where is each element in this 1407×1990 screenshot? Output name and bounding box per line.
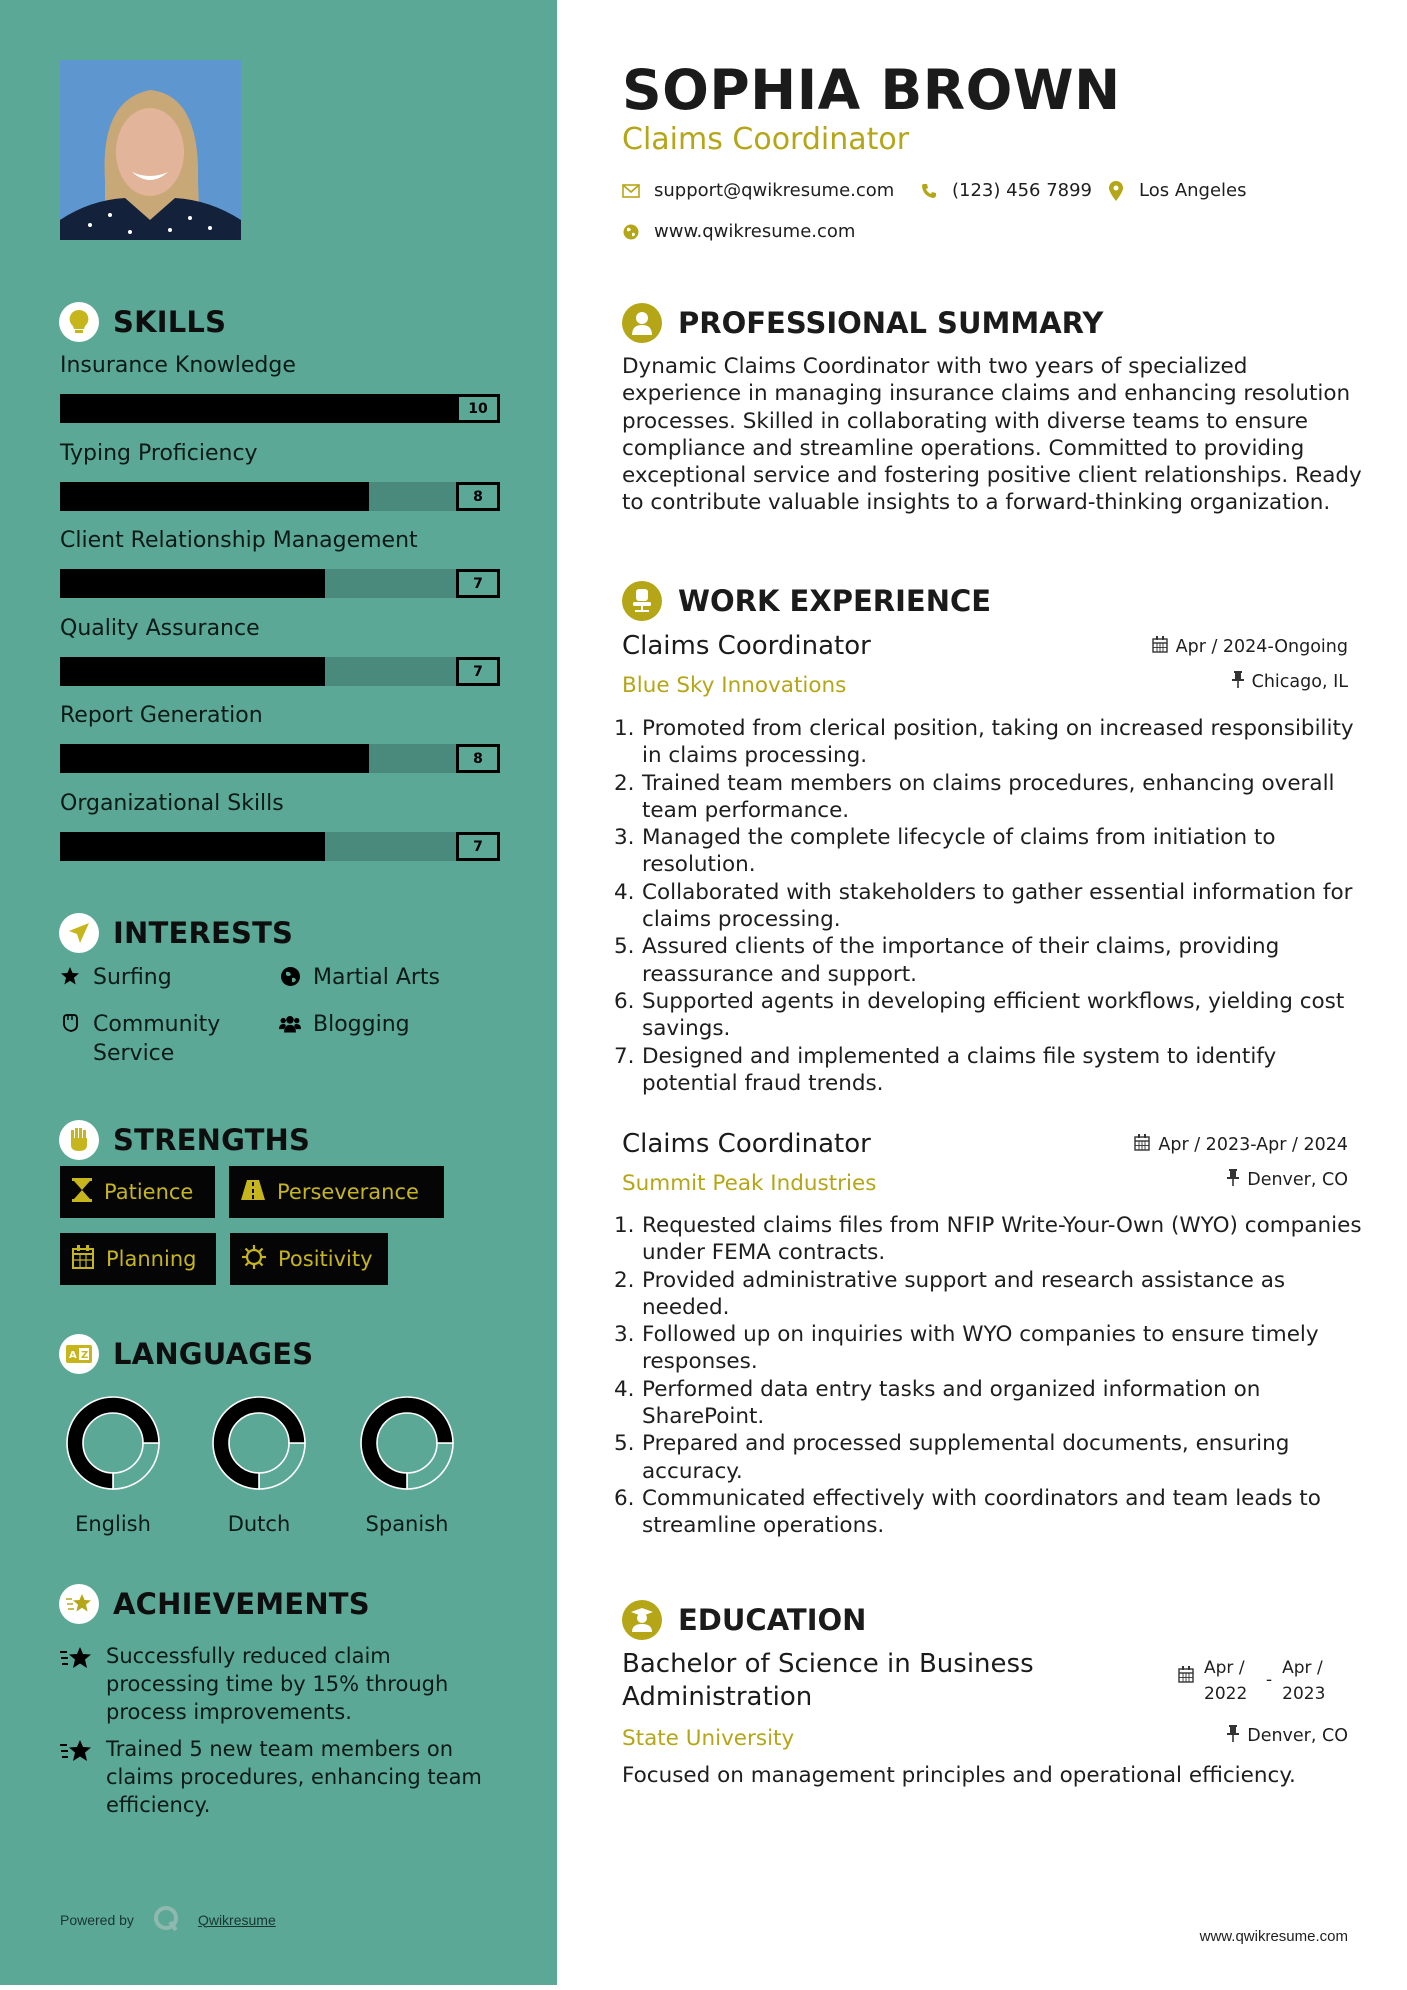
achievement-item: Successfully reduced claim processing time by 15% through process improvements. <box>60 1642 500 1726</box>
contact-location: Los Angeles <box>1107 180 1247 201</box>
achievement-item: Trained 5 new team members on claims procedures, enhancing team efficiency. <box>60 1735 500 1819</box>
job-location: Denver, CO <box>1227 1169 1348 1191</box>
company-name: Blue Sky Innovations <box>622 673 847 698</box>
skill-score: 8 <box>456 482 500 511</box>
candidate-name: SOPHIA BROWN <box>622 58 1121 122</box>
skill-bar-fill <box>60 657 325 686</box>
item-number: 6. <box>614 988 635 1014</box>
skills-header: SKILLS <box>59 302 226 342</box>
contact-phone: (123) 456 7899 <box>920 180 1092 201</box>
item-text: Performed data entry tasks and organized information on SharePoint. <box>642 1376 1261 1430</box>
education-header: EDUCATION <box>622 1600 866 1640</box>
lightbulb-icon <box>59 302 99 342</box>
responsibility-item <box>614 1267 1364 1322</box>
item-text: Communicated effectively with coordinators and team leads to streamline operations. <box>642 1485 1321 1539</box>
skill-score: 7 <box>456 832 500 861</box>
experience-header: WORK EXPERIENCE <box>622 581 991 621</box>
responsibility-item <box>614 1043 1364 1098</box>
degree-title: Bachelor of Science in Business Administration <box>622 1649 1034 1712</box>
skill-bar-fill <box>60 832 325 861</box>
profile-photo <box>60 60 241 240</box>
item-number: 4. <box>614 879 635 905</box>
item-number: 2. <box>614 770 635 796</box>
item-text: Prepared and processed supplemental documents, ensuring accuracy. <box>642 1431 1290 1484</box>
item-text: Collaborated with stakeholders to gather essential information for claims processing. <box>642 879 1353 933</box>
item-text: Supported agents in developing efficient workflows, yielding cost savings. <box>642 988 1345 1042</box>
job-dates: Apr / 2024-Ongoing <box>1152 636 1348 658</box>
strengths-header: STRENGTHS <box>59 1120 310 1160</box>
svg-text:A: A <box>69 1350 77 1361</box>
hourglass-icon <box>72 1178 92 1207</box>
calendar-icon <box>1134 1134 1150 1156</box>
interest-item: Blogging <box>279 1010 410 1039</box>
item-number: 6. <box>614 1485 635 1511</box>
item-number: 4. <box>614 1376 635 1402</box>
interest-item: Community Service <box>59 1010 243 1068</box>
item-text: Provided administrative support and research assistance as needed. <box>642 1267 1286 1320</box>
footer-website[interactable]: www.qwikresume.com <box>1199 1928 1348 1945</box>
item-text: Managed the complete lifecycle of claims from initiation to resolution. <box>642 825 1276 878</box>
interests-header: INTERESTS <box>59 913 293 953</box>
skill-bar <box>60 569 500 598</box>
item-number: 2. <box>614 1267 635 1293</box>
shooting-star-icon <box>60 1646 92 1726</box>
strength-chip: Perseverance <box>229 1166 444 1218</box>
item-number: 1. <box>614 1213 635 1238</box>
job-dates: Apr / 2023-Apr / 2024 <box>1134 1134 1348 1156</box>
responsibility-item <box>614 1212 1364 1267</box>
date-separator: - <box>1266 1670 1273 1690</box>
interest-item: Surfing <box>59 963 172 992</box>
job-responsibilities <box>614 715 1364 1097</box>
raised-fist-icon <box>59 1120 99 1160</box>
graduate-icon <box>622 1600 662 1640</box>
responsibility-item <box>614 1376 1364 1431</box>
responsibility-item <box>614 988 1364 1043</box>
responsibility-item <box>614 715 1364 770</box>
calendar-icon <box>1178 1665 1194 1707</box>
calendar-icon <box>72 1245 94 1274</box>
item-text: Assured clients of the importance of their claims, providing reassurance and support. <box>642 934 1280 987</box>
shooting-star-icon <box>60 1739 92 1819</box>
language-label: Spanish <box>365 1512 449 1536</box>
fist-icon <box>59 1013 81 1033</box>
summary-text: Dynamic Claims Coordinator with two years of specialized experience in managing insurance claims and enhancing resolution processes. Skilled in collaborating with diverse teams to ensure compliance and streamline operations. Committed to providing exceptional service and fostering positive client relationships. Ready to contribute valuable insights to a forward-thinking organization. <box>622 354 1362 516</box>
company-name: Summit Peak Industries <box>622 1171 877 1196</box>
envelope-icon <box>622 184 640 198</box>
education-location: Denver, CO <box>1227 1725 1348 1747</box>
education-description: Focused on management principles and operational efficiency. <box>622 1763 1296 1788</box>
strength-chip: Patience <box>60 1166 215 1218</box>
qwikresume-link[interactable]: Qwikresume <box>197 1911 276 1928</box>
candidate-title: Claims Coordinator <box>622 122 910 157</box>
users-icon <box>279 1013 301 1035</box>
skill-label: Typing Proficiency <box>60 441 258 466</box>
translate-icon <box>59 1334 99 1374</box>
item-text: Trained team members on claims procedures, enhancing overall team performance. <box>642 770 1335 823</box>
contact-email: support@qwikresume.com <box>622 180 894 201</box>
star-icon <box>59 966 81 986</box>
job-title: Claims Coordinator <box>622 631 871 661</box>
phone-icon <box>920 183 938 199</box>
skill-score: 7 <box>456 657 500 686</box>
pushpin-icon <box>1232 671 1244 693</box>
responsibility-item <box>614 933 1364 988</box>
job-responsibilities <box>614 1212 1364 1540</box>
pushpin-icon <box>1227 1725 1239 1747</box>
skill-bar-fill <box>60 569 325 598</box>
item-number: 5. <box>614 1431 635 1457</box>
skill-score: 10 <box>456 394 500 423</box>
education-dates: Apr / 2022 - Apr / 2023 <box>1178 1655 1334 1707</box>
skill-bar <box>60 744 500 773</box>
skill-bar <box>60 832 500 861</box>
skill-score: 7 <box>456 569 500 598</box>
item-number: 5. <box>614 934 635 960</box>
skill-label: Quality Assurance <box>60 616 260 641</box>
item-text: Followed up on inquiries with WYO companies to ensure timely responses. <box>642 1322 1319 1375</box>
responsibility-item <box>614 1485 1364 1540</box>
sun-icon <box>242 1245 266 1274</box>
skill-label: Insurance Knowledge <box>60 353 296 378</box>
language-ring <box>359 1395 455 1491</box>
pushpin-icon <box>1227 1169 1239 1191</box>
road-icon <box>241 1180 265 1205</box>
strength-chip: Positivity <box>230 1233 388 1285</box>
user-icon <box>622 303 662 343</box>
globe-icon <box>279 966 301 987</box>
school-name: State University <box>622 1726 795 1751</box>
responsibility-item <box>614 824 1364 879</box>
responsibility-item <box>614 879 1364 934</box>
qwikresume-logo-icon <box>152 1904 180 1935</box>
language-ring <box>211 1395 307 1491</box>
responsibility-item <box>614 1430 1364 1485</box>
item-text: Requested claims files from NFIP Write-Your-Own (WYO) companies under FEMA contracts. <box>642 1213 1362 1266</box>
languages-header: A Z LANGUAGES <box>59 1334 313 1374</box>
skill-bar-fill <box>60 394 500 423</box>
skill-label: Report Generation <box>60 703 263 728</box>
item-number: 3. <box>614 825 635 851</box>
svg-text:Z: Z <box>81 1350 89 1361</box>
skill-bar <box>60 482 500 511</box>
globe-icon <box>622 224 640 240</box>
language-label: Dutch <box>227 1512 291 1536</box>
interest-item: Martial Arts <box>279 963 440 992</box>
responsibility-item <box>614 1321 1364 1376</box>
responsibility-item <box>614 770 1364 825</box>
map-pin-icon <box>1107 181 1125 201</box>
item-number: 3. <box>614 1322 635 1348</box>
skill-bar-fill <box>60 482 369 511</box>
skill-bar <box>60 657 500 686</box>
item-text: Designed and implemented a claims file system to identify potential fraud trends. <box>642 1043 1277 1096</box>
language-label: English <box>75 1512 151 1536</box>
skill-label: Client Relationship Management <box>60 528 418 553</box>
strength-chip: Planning <box>60 1233 216 1285</box>
item-number: 1. <box>614 716 635 741</box>
contact-website: www.qwikresume.com <box>622 221 855 242</box>
paper-plane-icon <box>59 913 99 953</box>
office-chair-icon <box>622 581 662 621</box>
job-title: Claims Coordinator <box>622 1129 871 1159</box>
achievements-header: ACHIEVEMENTS <box>59 1584 370 1624</box>
portrait-image <box>60 60 241 240</box>
job-location: Chicago, IL <box>1232 671 1348 693</box>
skill-score: 8 <box>456 744 500 773</box>
calendar-icon <box>1152 636 1168 658</box>
shooting-star-icon <box>59 1584 99 1624</box>
summary-header: PROFESSIONAL SUMMARY <box>622 303 1103 343</box>
powered-by: Powered by Qwikresume <box>60 1904 276 1935</box>
skill-label: Organizational Skills <box>60 791 284 816</box>
skill-bar <box>60 394 500 423</box>
item-text: Promoted from clerical position, taking on increased responsibility in claims processing. <box>642 716 1354 769</box>
language-ring <box>65 1395 161 1491</box>
item-number: 7. <box>614 1043 635 1069</box>
skill-bar-fill <box>60 744 369 773</box>
